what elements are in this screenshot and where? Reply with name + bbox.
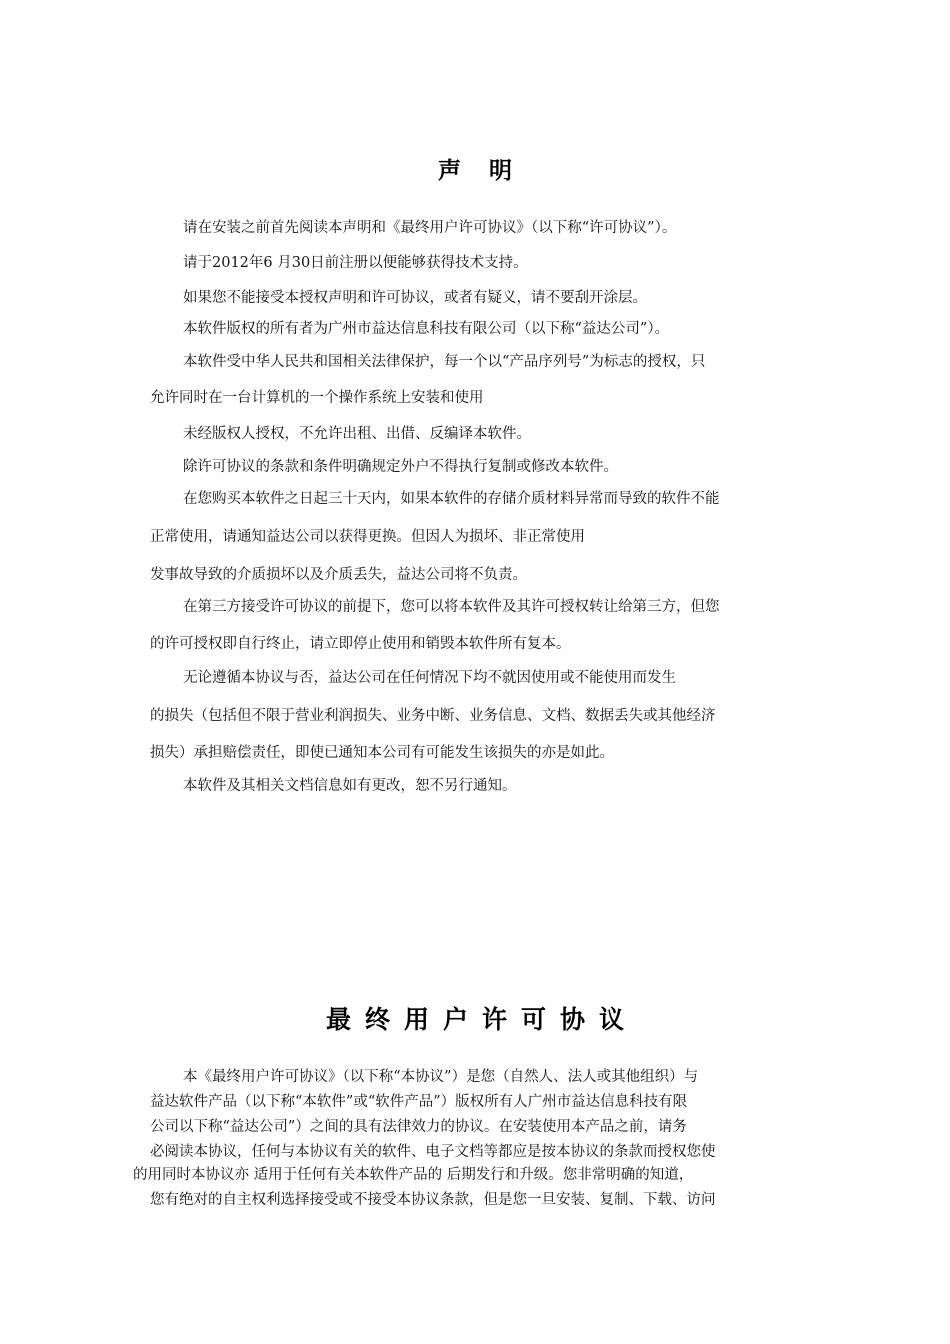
statement-line: 未经版权人授权，不允许出租、出借、反编译本软件。 [183, 426, 531, 442]
statement-line: 损失）承担赔偿责任，即使已通知本公司有可能发生该损失的亦是如此。 [150, 745, 614, 761]
statement-line: 如果您不能接受本授权声明和许可协议，或者有疑义，请不要刮开涂层。 [183, 290, 647, 306]
eula-line: 益达软件产品（以下称“本软件”或“软件产品”）版权所有人广州市益达信息科技有限 [150, 1094, 688, 1110]
eula-line: 必阅读本协议，任何与本协议有关的软件、电子文档等都应是按本协议的条款而授权您使 [150, 1144, 716, 1160]
eula-line: 本《最终用户许可协议》（以下称“本协议”）是您（自然人、法人或其他组织）与 [183, 1069, 699, 1085]
eula-line: 公司以下称“益达公司”）之间的具有法律效力的协议。在安装使用本产品之前，请务 [150, 1119, 687, 1135]
statement-line: 请于2012年6 月30日前注册以便能够获得技术支持。 [183, 255, 528, 271]
eula-title: 最终用户许可协议 [325, 1005, 638, 1034]
statement-line: 本软件及其相关文档信息如有更改，恕不另行通知。 [183, 778, 517, 794]
statement-line: 发事故导致的介质损坏以及介质丢失，益达公司将不负责。 [150, 567, 527, 583]
statement-line: 本软件版权的所有者为广州市益达信息科技有限公司（以下称“益达公司”）。 [183, 321, 670, 337]
statement-line: 请在安装之前首先阅读本声明和《最终用户许可协议》（以下称“许可协议”）。 [183, 220, 677, 236]
statement-line: 的损失（包括但不限于营业利润损失、业务中断、业务信息、文档、数据丢失或其他经济 [150, 708, 716, 724]
statement-line: 的许可授权即自行终止，请立即停止使用和销毁本软件所有复本。 [150, 636, 571, 652]
statement-line: 本软件受中华人民共和国相关法律保护，每一个以“产品序列号”为标志的授权，只 [183, 354, 706, 370]
statement-line: 无论遵循本协议与否，益达公司在任何情况下均不就因使用或不能使用而发生 [183, 670, 676, 686]
statement-line: 在第三方接受许可协议的前提下，您可以将本软件及其许可授权转让给第三方，但您 [183, 599, 720, 615]
statement-line: 在您购买本软件之日起三十天内，如果本软件的存储介质材料异常而导致的软件不能 [183, 491, 720, 507]
statement-line: 允许同时在一台计算机的一个操作系统上安装和使用 [150, 390, 484, 406]
statement-title: 声明 [438, 158, 540, 184]
eula-line: 的用同时本协议亦 适用于任何有关本软件产品的 后期发行和升级。您非常明确的知道， [133, 1167, 694, 1183]
eula-line: 您有绝对的自主权利选择接受或不接受本协议条款，但是您一旦安装、复制、下载、访问 [150, 1192, 716, 1208]
statement-line: 除许可协议的条款和条件明确规定外户不得执行复制或修改本软件。 [183, 459, 618, 475]
statement-line: 正常使用，请通知益达公司以获得更换。但因人为损坏、非正常使用 [150, 529, 585, 545]
